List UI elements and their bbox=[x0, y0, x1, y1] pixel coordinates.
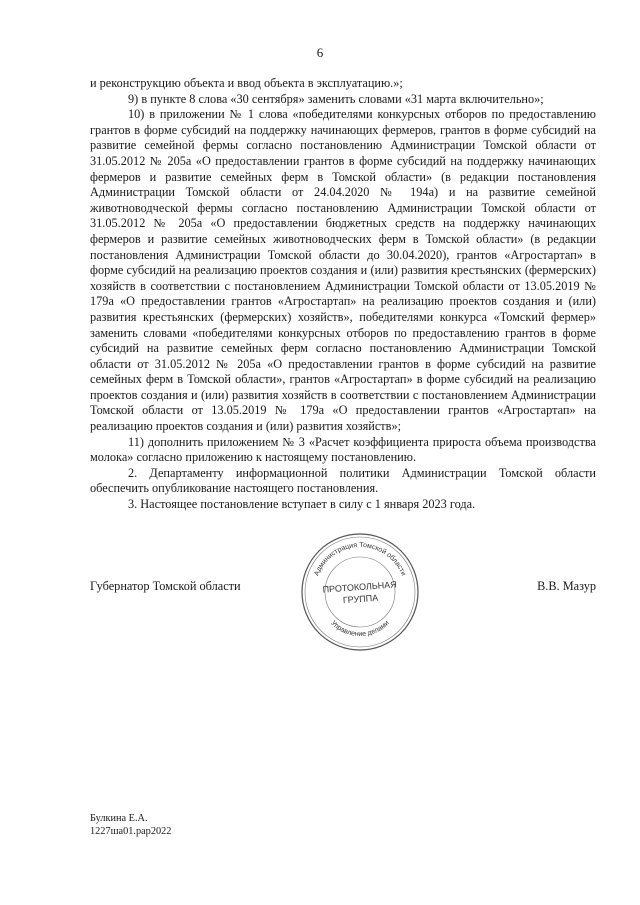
paragraph-item-9: 9) в пункте 8 слова «30 сентября» заменить словами «31 марта включительно»; bbox=[128, 91, 544, 106]
seal-outer-bottom-text bbox=[329, 620, 390, 638]
paragraph-continuation: и реконструкцию объекта и ввод объекта в эксплуатацию.»; bbox=[90, 76, 403, 90]
seal-outer-top-text bbox=[313, 542, 406, 577]
seal-stamp bbox=[298, 530, 422, 654]
seal-center-line2: ГРУППА bbox=[342, 592, 379, 606]
signer-position: Губернатор Томской области bbox=[90, 579, 241, 593]
executor-name: Булкина Е.А. bbox=[90, 813, 148, 824]
file-reference: 1227ша01.рар2022 bbox=[90, 826, 172, 837]
document-body bbox=[90, 76, 596, 513]
paragraph-item-10: 10) в приложении № 1 слова «победителями конкурсных отборов по предоставлению грантов в форме субсидий на поддержку начинающих фермеров, грантов в форме субсидий на развитие семейной фермы согласно постановлению Администрации Томской области от 31.05.2012 № 205а «О предоставлении грантов в форме субсидий на поддержку начинающих фермеров и развитие семейных ферм в Томской области» (в редакции постановления Администрации Томской области от 24.04.2020 № 194а) и на развитие семейной животноводческой фермы согласно постановлению Администрации Томской области от 31.05.2012 № 205а «О предоставлении бюджетных средств на поддержку начинающих фермеров и развитие семейных животноводческих ферм в Томской области» (в редакции постановления Администрации Томской области до 30.04.2020), грантов «Агростартап» в форме субсидий на реализацию проектов создания и (или) развития крестьянских (фермерских) хозяйств в соответствии с постановлением Администрации Томской области от 13.05.2019 № 179а «О предоставлении грантов «Агростартап» на реализацию проектов создания и (или) развития крестьянских (фермерских) хозяйств», победителями конкурса «Томский фермер» заменить словами «победителями конкурсных отборов по предоставлению грантов в форме субсидий на развитие семейных ферм согласно постановлению Администрации Томской области от 31.05.2012 № 205а «О предоставлении грантов в форме субсидий на развитие семейных ферм в Томской области», грантов «Агростартап» в форме субсидий на реализацию проектов создания и (или) развития хозяйств в соответствии с постановлением Администрации Томской области от 13.05.2019 № 179а «О предоставлении грантов «Агростартап» на реализацию проектов создания и (или) развития хозяйств»; bbox=[90, 107, 596, 434]
paragraph-point-2: 2. Департаменту информационной политики Администрации Томской области обеспечить опубликование настоящего постановления. bbox=[90, 465, 596, 496]
seal-outer-top-text-path: Администрация Томской области bbox=[313, 541, 407, 577]
paragraph-item-11: 11) дополнить приложением № 3 «Расчет коэффициента прироста объема производства молока» согласно приложению к настоящему постановлению. bbox=[90, 434, 596, 465]
seal-outer-bottom-text-path: Управление делами bbox=[329, 619, 391, 639]
signer-name: В.В. Мазур bbox=[537, 579, 596, 593]
footer bbox=[90, 812, 171, 838]
page-number: 6 bbox=[316, 45, 324, 60]
seal-center-line1: ПРОТОКОЛЬНАЯ bbox=[322, 579, 398, 595]
paragraph-point-3: 3. Настоящее постановление вступает в силу с 1 января 2023 года. bbox=[128, 497, 476, 512]
